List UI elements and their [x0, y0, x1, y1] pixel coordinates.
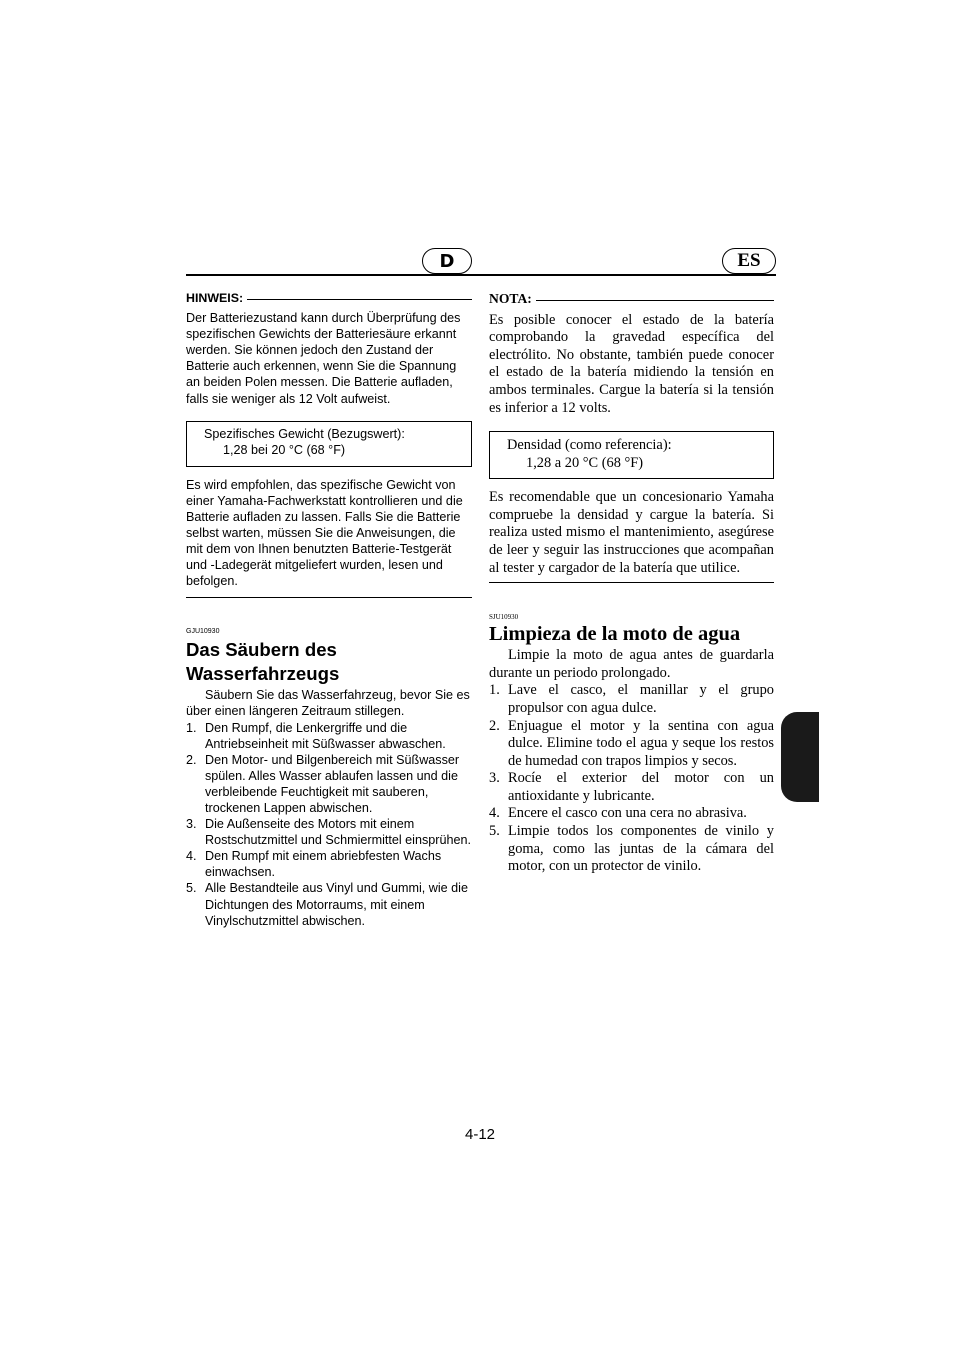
step-text: Rocíe el exterior del motor con un antioxidante y lubricante.: [508, 770, 774, 804]
column-spanish: [489, 290, 774, 876]
note-text2-de: Es wird empfohlen, das spezifische Gewicht von einer Yamaha-Fachwerkstatt kontrollieren und die Batterie aufladen zu lassen. Falls Sie die Batterie selbst warten, müssen Sie die Anweisungen, die mit dem von Ihnen benutzten Batterie-Testgerät und -Ladegerät mitgeliefert wurden, lesen und befolgen.: [186, 477, 463, 589]
step-text: Enjuague el motor y la sentina con agua dulce. Elimine todo el agua y seque los restos de humedad con trapos limpios y secos.: [508, 717, 774, 769]
step-number: 2.: [186, 752, 197, 767]
list-item: [186, 752, 472, 816]
list-item: [489, 823, 774, 876]
section-title-de: Das Säubern des Wasserfahrzeugs: [186, 639, 340, 685]
page-number: 4-12: [464, 1126, 496, 1143]
step-number: 1.: [489, 682, 500, 699]
step-number: 5.: [186, 881, 197, 896]
section-title-es: Limpieza de la moto de agua: [489, 623, 741, 646]
list-item: [489, 718, 774, 771]
step-number: 2.: [489, 717, 500, 734]
step-text: Alle Bestandteile aus Vinyl und Gummi, wie die Dichtungen des Motorraums, mit einem Vinylschutzmittel abwischen.: [205, 881, 468, 928]
spec-value-es: 1,28 a 20 °C (68 °F): [526, 454, 644, 471]
list-item: [489, 770, 774, 805]
header-rule: [186, 274, 776, 276]
note-rule-de: [247, 299, 472, 300]
note-rule-es: [536, 300, 774, 301]
note-label-es: NOTA:: [489, 291, 532, 306]
step-text: Den Motor- und Bilgenbereich mit Süßwasser spülen. Alles Wasser ablaufen lassen und die verbleibende Feuchtigkeit mit sauberen, trockenen Lappen abwischen.: [205, 752, 460, 815]
language-badge-es: ES: [722, 248, 776, 274]
section-intro-de: Säubern Sie das Wasserfahrzeug, bevor Sie es über einen längeren Zeitraum stillegen.: [186, 688, 470, 719]
step-text: Den Rumpf, die Lenkergriffe und die Antriebseinheit mit Süßwasser abwaschen.: [205, 720, 446, 751]
list-item: [186, 816, 472, 848]
chapter-tab-marker: [781, 712, 819, 802]
list-item: [489, 682, 774, 717]
note-header-de: [186, 290, 472, 306]
section-code-de: GJU10930: [186, 628, 220, 636]
spec-label-es: Densidad (como referencia):: [507, 437, 672, 454]
language-badge-de: D: [422, 248, 472, 274]
step-text: Lave el casco, el manillar y el grupo propulsor con agua dulce.: [508, 682, 774, 716]
list-item: [186, 880, 472, 928]
note-label-de: HINWEIS:: [186, 291, 244, 305]
note-header-es: [489, 290, 774, 308]
note-end-rule-es: [489, 582, 774, 583]
step-number: 3.: [489, 770, 500, 787]
steps-list-es: [489, 682, 774, 876]
list-item: [186, 848, 472, 880]
note-end-rule-de: [186, 597, 472, 598]
note-text-es: Es posible conocer el estado de la batería comprobando la gravedad específica del electrólito. No obstante, también puede conocer el estado de la batería midiendo la tensión en ambos terminales. Cargue la batería si la tensión es inferior a 12 volts.: [489, 311, 774, 416]
step-number: 4.: [186, 849, 197, 864]
step-text: Limpie todos los componentes de vinilo y goma, como las juntas de la cámara del motor, con un protector de vinilo.: [508, 823, 774, 875]
spec-label-de: Spezifisches Gewicht (Bezugswert):: [204, 426, 405, 441]
spec-box-de: [186, 421, 472, 467]
note-text2-es: Es recomendable que un concesionario Yamaha compruebe la densidad y cargue la batería. Si realiza usted mismo el mantenimiento, asegúrese de leer y seguir las instrucciones que acompañan al tester y cargador de la batería que utilice.: [489, 489, 774, 576]
step-text: Encere el casco con una cera no abrasiva.: [508, 805, 747, 822]
step-number: 1.: [186, 720, 197, 735]
list-item: [489, 805, 774, 823]
step-text: Den Rumpf mit einem abriebfesten Wachs einwachsen.: [205, 849, 442, 880]
section-intro-es: Limpie la moto de agua antes de guardarla durante un periodo prolongado.: [489, 647, 774, 681]
step-number: 4.: [489, 805, 500, 822]
steps-list-de: [186, 720, 472, 929]
spec-value-de: 1,28 bei 20 °C (68 °F): [223, 442, 346, 457]
step-text: Die Außenseite des Motors mit einem Rostschutzmittel und Schmiermittel einsprühen.: [205, 817, 471, 848]
list-item: [186, 720, 472, 752]
step-number: 3.: [186, 817, 197, 832]
note-text-de: Der Batteriezustand kann durch Überprüfung des spezifischen Gewichts der Batteriesäure erkannt werden. Sie können jedoch den Zustand der Batterie auch erkennen, wenn Sie die Spannung an beiden Polen messen. Die Batterie aufladen, falls sie weniger als 12 Volt aufweist.: [186, 311, 461, 406]
step-number: 5.: [489, 823, 500, 840]
column-german: [186, 290, 472, 929]
spec-box-es: [489, 431, 774, 479]
section-code-es: SJU10930: [489, 613, 519, 622]
